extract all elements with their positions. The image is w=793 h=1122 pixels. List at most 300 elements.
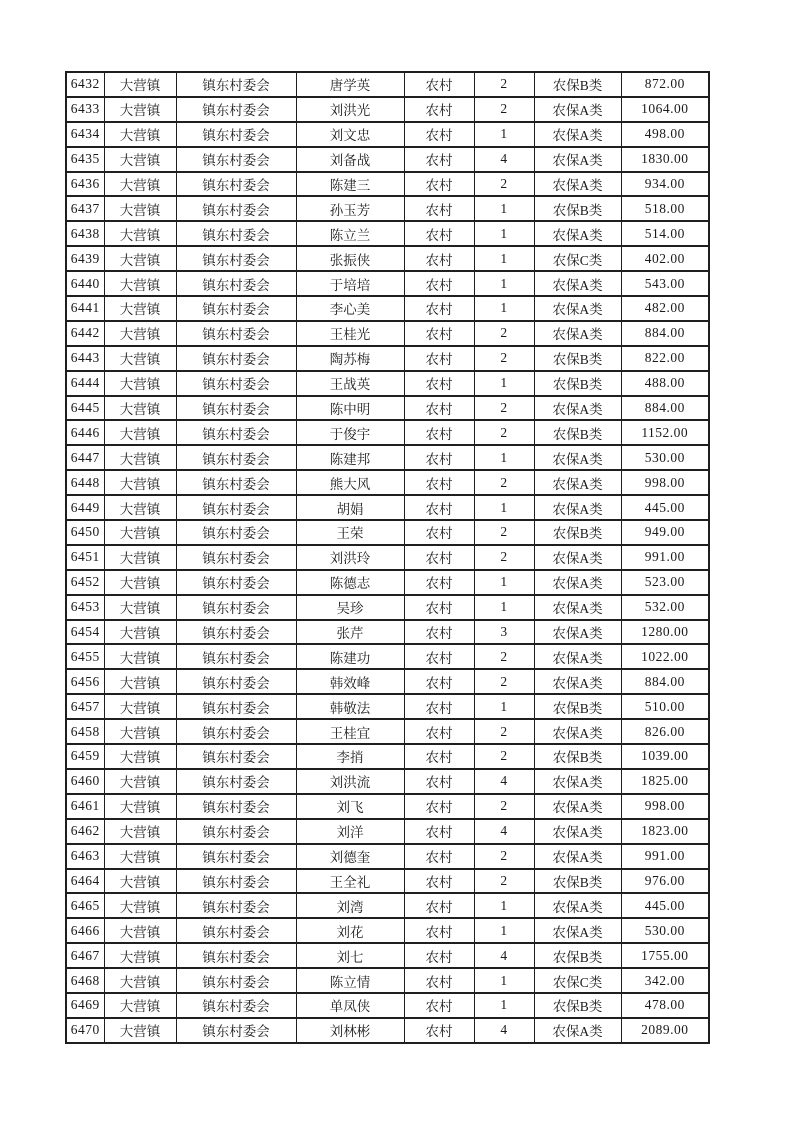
cell-serial-number: 6464 bbox=[66, 869, 104, 894]
cell-amount: 884.00 bbox=[621, 321, 709, 346]
cell-insurance-type: 农保B类 bbox=[534, 744, 621, 769]
cell-town: 大营镇 bbox=[104, 1018, 176, 1043]
cell-town: 大营镇 bbox=[104, 719, 176, 744]
cell-residence-category: 农村 bbox=[404, 396, 474, 421]
cell-serial-number: 6433 bbox=[66, 97, 104, 122]
cell-amount: 518.00 bbox=[621, 196, 709, 221]
cell-person-name: 陈建功 bbox=[296, 644, 404, 669]
cell-residence-category: 农村 bbox=[404, 271, 474, 296]
cell-serial-number: 6446 bbox=[66, 420, 104, 445]
cell-person-count: 2 bbox=[474, 470, 534, 495]
cell-insurance-type: 农保B类 bbox=[534, 420, 621, 445]
cell-insurance-type: 农保A类 bbox=[534, 172, 621, 197]
cell-person-count: 1 bbox=[474, 445, 534, 470]
cell-village-committee: 镇东村委会 bbox=[176, 246, 296, 271]
table-row bbox=[66, 844, 709, 869]
cell-amount: 523.00 bbox=[621, 570, 709, 595]
cell-amount: 498.00 bbox=[621, 122, 709, 147]
cell-town: 大营镇 bbox=[104, 918, 176, 943]
cell-insurance-type: 农保B类 bbox=[534, 72, 621, 97]
cell-town: 大营镇 bbox=[104, 371, 176, 396]
table-row bbox=[66, 595, 709, 620]
cell-amount: 342.00 bbox=[621, 968, 709, 993]
cell-insurance-type: 农保B类 bbox=[534, 869, 621, 894]
cell-serial-number: 6458 bbox=[66, 719, 104, 744]
cell-town: 大营镇 bbox=[104, 869, 176, 894]
cell-town: 大营镇 bbox=[104, 893, 176, 918]
cell-insurance-type: 农保A类 bbox=[534, 470, 621, 495]
cell-serial-number: 6440 bbox=[66, 271, 104, 296]
cell-town: 大营镇 bbox=[104, 620, 176, 645]
cell-amount: 402.00 bbox=[621, 246, 709, 271]
cell-serial-number: 6436 bbox=[66, 172, 104, 197]
cell-person-count: 2 bbox=[474, 669, 534, 694]
cell-village-committee: 镇东村委会 bbox=[176, 371, 296, 396]
cell-insurance-type: 农保A类 bbox=[534, 644, 621, 669]
cell-residence-category: 农村 bbox=[404, 321, 474, 346]
cell-amount: 1823.00 bbox=[621, 819, 709, 844]
table-body bbox=[66, 72, 709, 1043]
cell-person-name: 王桂光 bbox=[296, 321, 404, 346]
cell-village-committee: 镇东村委会 bbox=[176, 918, 296, 943]
cell-insurance-type: 农保A类 bbox=[534, 221, 621, 246]
cell-serial-number: 6469 bbox=[66, 993, 104, 1018]
table-row bbox=[66, 620, 709, 645]
cell-person-count: 2 bbox=[474, 420, 534, 445]
table-row bbox=[66, 321, 709, 346]
cell-residence-category: 农村 bbox=[404, 122, 474, 147]
cell-village-committee: 镇东村委会 bbox=[176, 147, 296, 172]
pension-payment-table bbox=[65, 71, 710, 1044]
cell-insurance-type: 农保B类 bbox=[534, 993, 621, 1018]
cell-residence-category: 农村 bbox=[404, 669, 474, 694]
cell-town: 大营镇 bbox=[104, 794, 176, 819]
cell-person-count: 1 bbox=[474, 893, 534, 918]
table-row bbox=[66, 371, 709, 396]
cell-insurance-type: 农保A类 bbox=[534, 620, 621, 645]
cell-person-count: 1 bbox=[474, 993, 534, 1018]
cell-serial-number: 6449 bbox=[66, 495, 104, 520]
cell-person-name: 王战英 bbox=[296, 371, 404, 396]
cell-person-name: 刘洋 bbox=[296, 819, 404, 844]
cell-insurance-type: 农保A类 bbox=[534, 396, 621, 421]
cell-village-committee: 镇东村委会 bbox=[176, 470, 296, 495]
cell-residence-category: 农村 bbox=[404, 545, 474, 570]
cell-town: 大营镇 bbox=[104, 445, 176, 470]
cell-insurance-type: 农保B类 bbox=[534, 346, 621, 371]
cell-serial-number: 6451 bbox=[66, 545, 104, 570]
cell-town: 大营镇 bbox=[104, 221, 176, 246]
cell-amount: 976.00 bbox=[621, 869, 709, 894]
cell-amount: 822.00 bbox=[621, 346, 709, 371]
cell-person-count: 4 bbox=[474, 943, 534, 968]
cell-residence-category: 农村 bbox=[404, 221, 474, 246]
cell-insurance-type: 农保A类 bbox=[534, 147, 621, 172]
cell-insurance-type: 农保A类 bbox=[534, 321, 621, 346]
cell-insurance-type: 农保A类 bbox=[534, 918, 621, 943]
cell-person-count: 1 bbox=[474, 595, 534, 620]
cell-village-committee: 镇东村委会 bbox=[176, 570, 296, 595]
table-row bbox=[66, 1018, 709, 1043]
cell-residence-category: 农村 bbox=[404, 943, 474, 968]
table-row bbox=[66, 520, 709, 545]
table-row bbox=[66, 246, 709, 271]
cell-person-name: 刘德奎 bbox=[296, 844, 404, 869]
cell-serial-number: 6442 bbox=[66, 321, 104, 346]
cell-person-count: 4 bbox=[474, 1018, 534, 1043]
cell-person-count: 1 bbox=[474, 371, 534, 396]
cell-person-name: 刘洪玲 bbox=[296, 545, 404, 570]
cell-insurance-type: 农保A类 bbox=[534, 893, 621, 918]
cell-village-committee: 镇东村委会 bbox=[176, 819, 296, 844]
cell-residence-category: 农村 bbox=[404, 644, 474, 669]
cell-residence-category: 农村 bbox=[404, 97, 474, 122]
cell-amount: 949.00 bbox=[621, 520, 709, 545]
cell-amount: 991.00 bbox=[621, 545, 709, 570]
cell-village-committee: 镇东村委会 bbox=[176, 396, 296, 421]
table-row bbox=[66, 694, 709, 719]
cell-person-name: 王荣 bbox=[296, 520, 404, 545]
cell-amount: 482.00 bbox=[621, 296, 709, 321]
cell-residence-category: 农村 bbox=[404, 893, 474, 918]
cell-town: 大营镇 bbox=[104, 495, 176, 520]
cell-amount: 478.00 bbox=[621, 993, 709, 1018]
cell-person-count: 1 bbox=[474, 271, 534, 296]
cell-person-count: 4 bbox=[474, 819, 534, 844]
cell-person-name: 王全礼 bbox=[296, 869, 404, 894]
table-row bbox=[66, 495, 709, 520]
cell-town: 大营镇 bbox=[104, 943, 176, 968]
cell-village-committee: 镇东村委会 bbox=[176, 520, 296, 545]
cell-person-count: 1 bbox=[474, 221, 534, 246]
cell-insurance-type: 农保A类 bbox=[534, 495, 621, 520]
cell-person-count: 2 bbox=[474, 844, 534, 869]
cell-serial-number: 6463 bbox=[66, 844, 104, 869]
cell-amount: 1830.00 bbox=[621, 147, 709, 172]
cell-residence-category: 农村 bbox=[404, 520, 474, 545]
cell-insurance-type: 农保A类 bbox=[534, 719, 621, 744]
cell-insurance-type: 农保A类 bbox=[534, 669, 621, 694]
cell-person-count: 2 bbox=[474, 545, 534, 570]
table-row bbox=[66, 172, 709, 197]
cell-person-name: 韩敬法 bbox=[296, 694, 404, 719]
cell-residence-category: 农村 bbox=[404, 719, 474, 744]
cell-serial-number: 6432 bbox=[66, 72, 104, 97]
cell-serial-number: 6454 bbox=[66, 620, 104, 645]
cell-person-name: 刘文忠 bbox=[296, 122, 404, 147]
cell-person-name: 刘花 bbox=[296, 918, 404, 943]
cell-village-committee: 镇东村委会 bbox=[176, 769, 296, 794]
cell-town: 大营镇 bbox=[104, 769, 176, 794]
cell-town: 大营镇 bbox=[104, 196, 176, 221]
cell-residence-category: 农村 bbox=[404, 196, 474, 221]
cell-town: 大营镇 bbox=[104, 844, 176, 869]
cell-town: 大营镇 bbox=[104, 420, 176, 445]
cell-serial-number: 6465 bbox=[66, 893, 104, 918]
cell-residence-category: 农村 bbox=[404, 296, 474, 321]
cell-residence-category: 农村 bbox=[404, 470, 474, 495]
cell-residence-category: 农村 bbox=[404, 819, 474, 844]
cell-person-name: 吴珍 bbox=[296, 595, 404, 620]
cell-person-name: 刘湾 bbox=[296, 893, 404, 918]
table-row bbox=[66, 545, 709, 570]
cell-person-count: 1 bbox=[474, 968, 534, 993]
cell-person-count: 1 bbox=[474, 196, 534, 221]
cell-insurance-type: 农保B类 bbox=[534, 520, 621, 545]
cell-residence-category: 农村 bbox=[404, 72, 474, 97]
cell-person-name: 单凤侠 bbox=[296, 993, 404, 1018]
cell-town: 大营镇 bbox=[104, 968, 176, 993]
cell-person-count: 4 bbox=[474, 769, 534, 794]
cell-insurance-type: 农保A类 bbox=[534, 570, 621, 595]
table-row bbox=[66, 420, 709, 445]
cell-village-committee: 镇东村委会 bbox=[176, 221, 296, 246]
cell-amount: 530.00 bbox=[621, 445, 709, 470]
cell-residence-category: 农村 bbox=[404, 147, 474, 172]
cell-town: 大营镇 bbox=[104, 246, 176, 271]
cell-amount: 543.00 bbox=[621, 271, 709, 296]
table-row bbox=[66, 893, 709, 918]
cell-residence-category: 农村 bbox=[404, 844, 474, 869]
cell-village-committee: 镇东村委会 bbox=[176, 122, 296, 147]
cell-town: 大营镇 bbox=[104, 669, 176, 694]
cell-serial-number: 6438 bbox=[66, 221, 104, 246]
cell-town: 大营镇 bbox=[104, 346, 176, 371]
cell-person-name: 陈立情 bbox=[296, 968, 404, 993]
cell-village-committee: 镇东村委会 bbox=[176, 97, 296, 122]
cell-person-name: 陶苏梅 bbox=[296, 346, 404, 371]
cell-amount: 991.00 bbox=[621, 844, 709, 869]
cell-town: 大营镇 bbox=[104, 744, 176, 769]
cell-person-name: 胡娟 bbox=[296, 495, 404, 520]
cell-person-count: 2 bbox=[474, 346, 534, 371]
cell-insurance-type: 农保A类 bbox=[534, 445, 621, 470]
cell-person-name: 陈德志 bbox=[296, 570, 404, 595]
cell-village-committee: 镇东村委会 bbox=[176, 694, 296, 719]
cell-amount: 1064.00 bbox=[621, 97, 709, 122]
cell-town: 大营镇 bbox=[104, 147, 176, 172]
cell-residence-category: 农村 bbox=[404, 172, 474, 197]
cell-amount: 2089.00 bbox=[621, 1018, 709, 1043]
cell-person-name: 陈中明 bbox=[296, 396, 404, 421]
cell-village-committee: 镇东村委会 bbox=[176, 196, 296, 221]
table-row bbox=[66, 644, 709, 669]
table-row bbox=[66, 869, 709, 894]
cell-village-committee: 镇东村委会 bbox=[176, 794, 296, 819]
cell-amount: 1825.00 bbox=[621, 769, 709, 794]
cell-serial-number: 6444 bbox=[66, 371, 104, 396]
cell-town: 大营镇 bbox=[104, 296, 176, 321]
cell-person-name: 李心美 bbox=[296, 296, 404, 321]
cell-town: 大营镇 bbox=[104, 819, 176, 844]
cell-person-count: 1 bbox=[474, 296, 534, 321]
cell-town: 大营镇 bbox=[104, 644, 176, 669]
table-row bbox=[66, 769, 709, 794]
cell-amount: 514.00 bbox=[621, 221, 709, 246]
cell-serial-number: 6459 bbox=[66, 744, 104, 769]
cell-person-count: 2 bbox=[474, 794, 534, 819]
cell-town: 大营镇 bbox=[104, 97, 176, 122]
table-row bbox=[66, 396, 709, 421]
cell-serial-number: 6466 bbox=[66, 918, 104, 943]
cell-village-committee: 镇东村委会 bbox=[176, 296, 296, 321]
cell-residence-category: 农村 bbox=[404, 918, 474, 943]
cell-residence-category: 农村 bbox=[404, 371, 474, 396]
cell-amount: 1280.00 bbox=[621, 620, 709, 645]
cell-insurance-type: 农保A类 bbox=[534, 595, 621, 620]
cell-person-name: 熊大风 bbox=[296, 470, 404, 495]
cell-person-count: 2 bbox=[474, 396, 534, 421]
cell-village-committee: 镇东村委会 bbox=[176, 644, 296, 669]
cell-person-name: 张振侠 bbox=[296, 246, 404, 271]
cell-serial-number: 6456 bbox=[66, 669, 104, 694]
cell-residence-category: 农村 bbox=[404, 694, 474, 719]
cell-village-committee: 镇东村委会 bbox=[176, 943, 296, 968]
cell-serial-number: 6448 bbox=[66, 470, 104, 495]
cell-person-count: 2 bbox=[474, 644, 534, 669]
cell-insurance-type: 农保C类 bbox=[534, 246, 621, 271]
table-row bbox=[66, 296, 709, 321]
cell-residence-category: 农村 bbox=[404, 769, 474, 794]
cell-village-committee: 镇东村委会 bbox=[176, 669, 296, 694]
cell-village-committee: 镇东村委会 bbox=[176, 719, 296, 744]
cell-person-name: 刘七 bbox=[296, 943, 404, 968]
table-row bbox=[66, 794, 709, 819]
table-row bbox=[66, 271, 709, 296]
cell-person-name: 孙玉芳 bbox=[296, 196, 404, 221]
cell-serial-number: 6450 bbox=[66, 520, 104, 545]
cell-amount: 884.00 bbox=[621, 669, 709, 694]
cell-serial-number: 6441 bbox=[66, 296, 104, 321]
cell-person-name: 刘洪光 bbox=[296, 97, 404, 122]
table-row bbox=[66, 97, 709, 122]
cell-insurance-type: 农保B类 bbox=[534, 371, 621, 396]
cell-insurance-type: 农保A类 bbox=[534, 122, 621, 147]
cell-amount: 1755.00 bbox=[621, 943, 709, 968]
cell-amount: 872.00 bbox=[621, 72, 709, 97]
cell-person-name: 李捎 bbox=[296, 744, 404, 769]
cell-insurance-type: 农保A类 bbox=[534, 271, 621, 296]
table-row bbox=[66, 669, 709, 694]
cell-village-committee: 镇东村委会 bbox=[176, 321, 296, 346]
cell-serial-number: 6470 bbox=[66, 1018, 104, 1043]
cell-residence-category: 农村 bbox=[404, 620, 474, 645]
cell-village-committee: 镇东村委会 bbox=[176, 420, 296, 445]
cell-insurance-type: 农保A类 bbox=[534, 794, 621, 819]
cell-person-count: 1 bbox=[474, 122, 534, 147]
cell-person-name: 陈建三 bbox=[296, 172, 404, 197]
cell-residence-category: 农村 bbox=[404, 968, 474, 993]
cell-serial-number: 6457 bbox=[66, 694, 104, 719]
cell-residence-category: 农村 bbox=[404, 869, 474, 894]
cell-village-committee: 镇东村委会 bbox=[176, 893, 296, 918]
cell-town: 大营镇 bbox=[104, 570, 176, 595]
table-row bbox=[66, 147, 709, 172]
cell-person-name: 唐学英 bbox=[296, 72, 404, 97]
cell-serial-number: 6453 bbox=[66, 595, 104, 620]
cell-person-count: 4 bbox=[474, 147, 534, 172]
cell-person-name: 刘备战 bbox=[296, 147, 404, 172]
cell-town: 大营镇 bbox=[104, 172, 176, 197]
cell-person-name: 刘林彬 bbox=[296, 1018, 404, 1043]
cell-person-count: 2 bbox=[474, 520, 534, 545]
cell-insurance-type: 农保A类 bbox=[534, 819, 621, 844]
cell-amount: 1039.00 bbox=[621, 744, 709, 769]
cell-residence-category: 农村 bbox=[404, 570, 474, 595]
cell-serial-number: 6455 bbox=[66, 644, 104, 669]
cell-village-committee: 镇东村委会 bbox=[176, 346, 296, 371]
cell-serial-number: 6445 bbox=[66, 396, 104, 421]
cell-amount: 488.00 bbox=[621, 371, 709, 396]
cell-person-count: 1 bbox=[474, 570, 534, 595]
cell-person-name: 张芹 bbox=[296, 620, 404, 645]
cell-serial-number: 6434 bbox=[66, 122, 104, 147]
cell-residence-category: 农村 bbox=[404, 420, 474, 445]
cell-village-committee: 镇东村委会 bbox=[176, 271, 296, 296]
cell-residence-category: 农村 bbox=[404, 1018, 474, 1043]
cell-amount: 998.00 bbox=[621, 794, 709, 819]
cell-residence-category: 农村 bbox=[404, 993, 474, 1018]
table-row bbox=[66, 943, 709, 968]
table-row bbox=[66, 470, 709, 495]
cell-serial-number: 6435 bbox=[66, 147, 104, 172]
cell-serial-number: 6467 bbox=[66, 943, 104, 968]
cell-insurance-type: 农保B类 bbox=[534, 694, 621, 719]
cell-town: 大营镇 bbox=[104, 993, 176, 1018]
cell-village-committee: 镇东村委会 bbox=[176, 445, 296, 470]
cell-village-committee: 镇东村委会 bbox=[176, 620, 296, 645]
cell-amount: 826.00 bbox=[621, 719, 709, 744]
cell-person-count: 2 bbox=[474, 869, 534, 894]
cell-insurance-type: 农保C类 bbox=[534, 968, 621, 993]
cell-village-committee: 镇东村委会 bbox=[176, 545, 296, 570]
cell-amount: 532.00 bbox=[621, 595, 709, 620]
table-row bbox=[66, 221, 709, 246]
cell-person-count: 2 bbox=[474, 97, 534, 122]
cell-serial-number: 6437 bbox=[66, 196, 104, 221]
cell-insurance-type: 农保B类 bbox=[534, 943, 621, 968]
cell-serial-number: 6460 bbox=[66, 769, 104, 794]
cell-amount: 884.00 bbox=[621, 396, 709, 421]
cell-residence-category: 农村 bbox=[404, 595, 474, 620]
cell-town: 大营镇 bbox=[104, 694, 176, 719]
cell-insurance-type: 农保A类 bbox=[534, 97, 621, 122]
cell-town: 大营镇 bbox=[104, 122, 176, 147]
cell-amount: 1022.00 bbox=[621, 644, 709, 669]
cell-town: 大营镇 bbox=[104, 72, 176, 97]
cell-person-count: 1 bbox=[474, 246, 534, 271]
table-row bbox=[66, 445, 709, 470]
table-row bbox=[66, 72, 709, 97]
cell-residence-category: 农村 bbox=[404, 246, 474, 271]
cell-amount: 1152.00 bbox=[621, 420, 709, 445]
table-row bbox=[66, 968, 709, 993]
cell-village-committee: 镇东村委会 bbox=[176, 595, 296, 620]
table-row bbox=[66, 570, 709, 595]
cell-village-committee: 镇东村委会 bbox=[176, 744, 296, 769]
cell-insurance-type: 农保A类 bbox=[534, 844, 621, 869]
cell-insurance-type: 农保B类 bbox=[534, 196, 621, 221]
cell-village-committee: 镇东村委会 bbox=[176, 72, 296, 97]
cell-town: 大营镇 bbox=[104, 321, 176, 346]
cell-village-committee: 镇东村委会 bbox=[176, 993, 296, 1018]
cell-town: 大营镇 bbox=[104, 396, 176, 421]
table-row bbox=[66, 346, 709, 371]
cell-village-committee: 镇东村委会 bbox=[176, 844, 296, 869]
cell-serial-number: 6468 bbox=[66, 968, 104, 993]
cell-village-committee: 镇东村委会 bbox=[176, 869, 296, 894]
cell-person-name: 刘洪流 bbox=[296, 769, 404, 794]
